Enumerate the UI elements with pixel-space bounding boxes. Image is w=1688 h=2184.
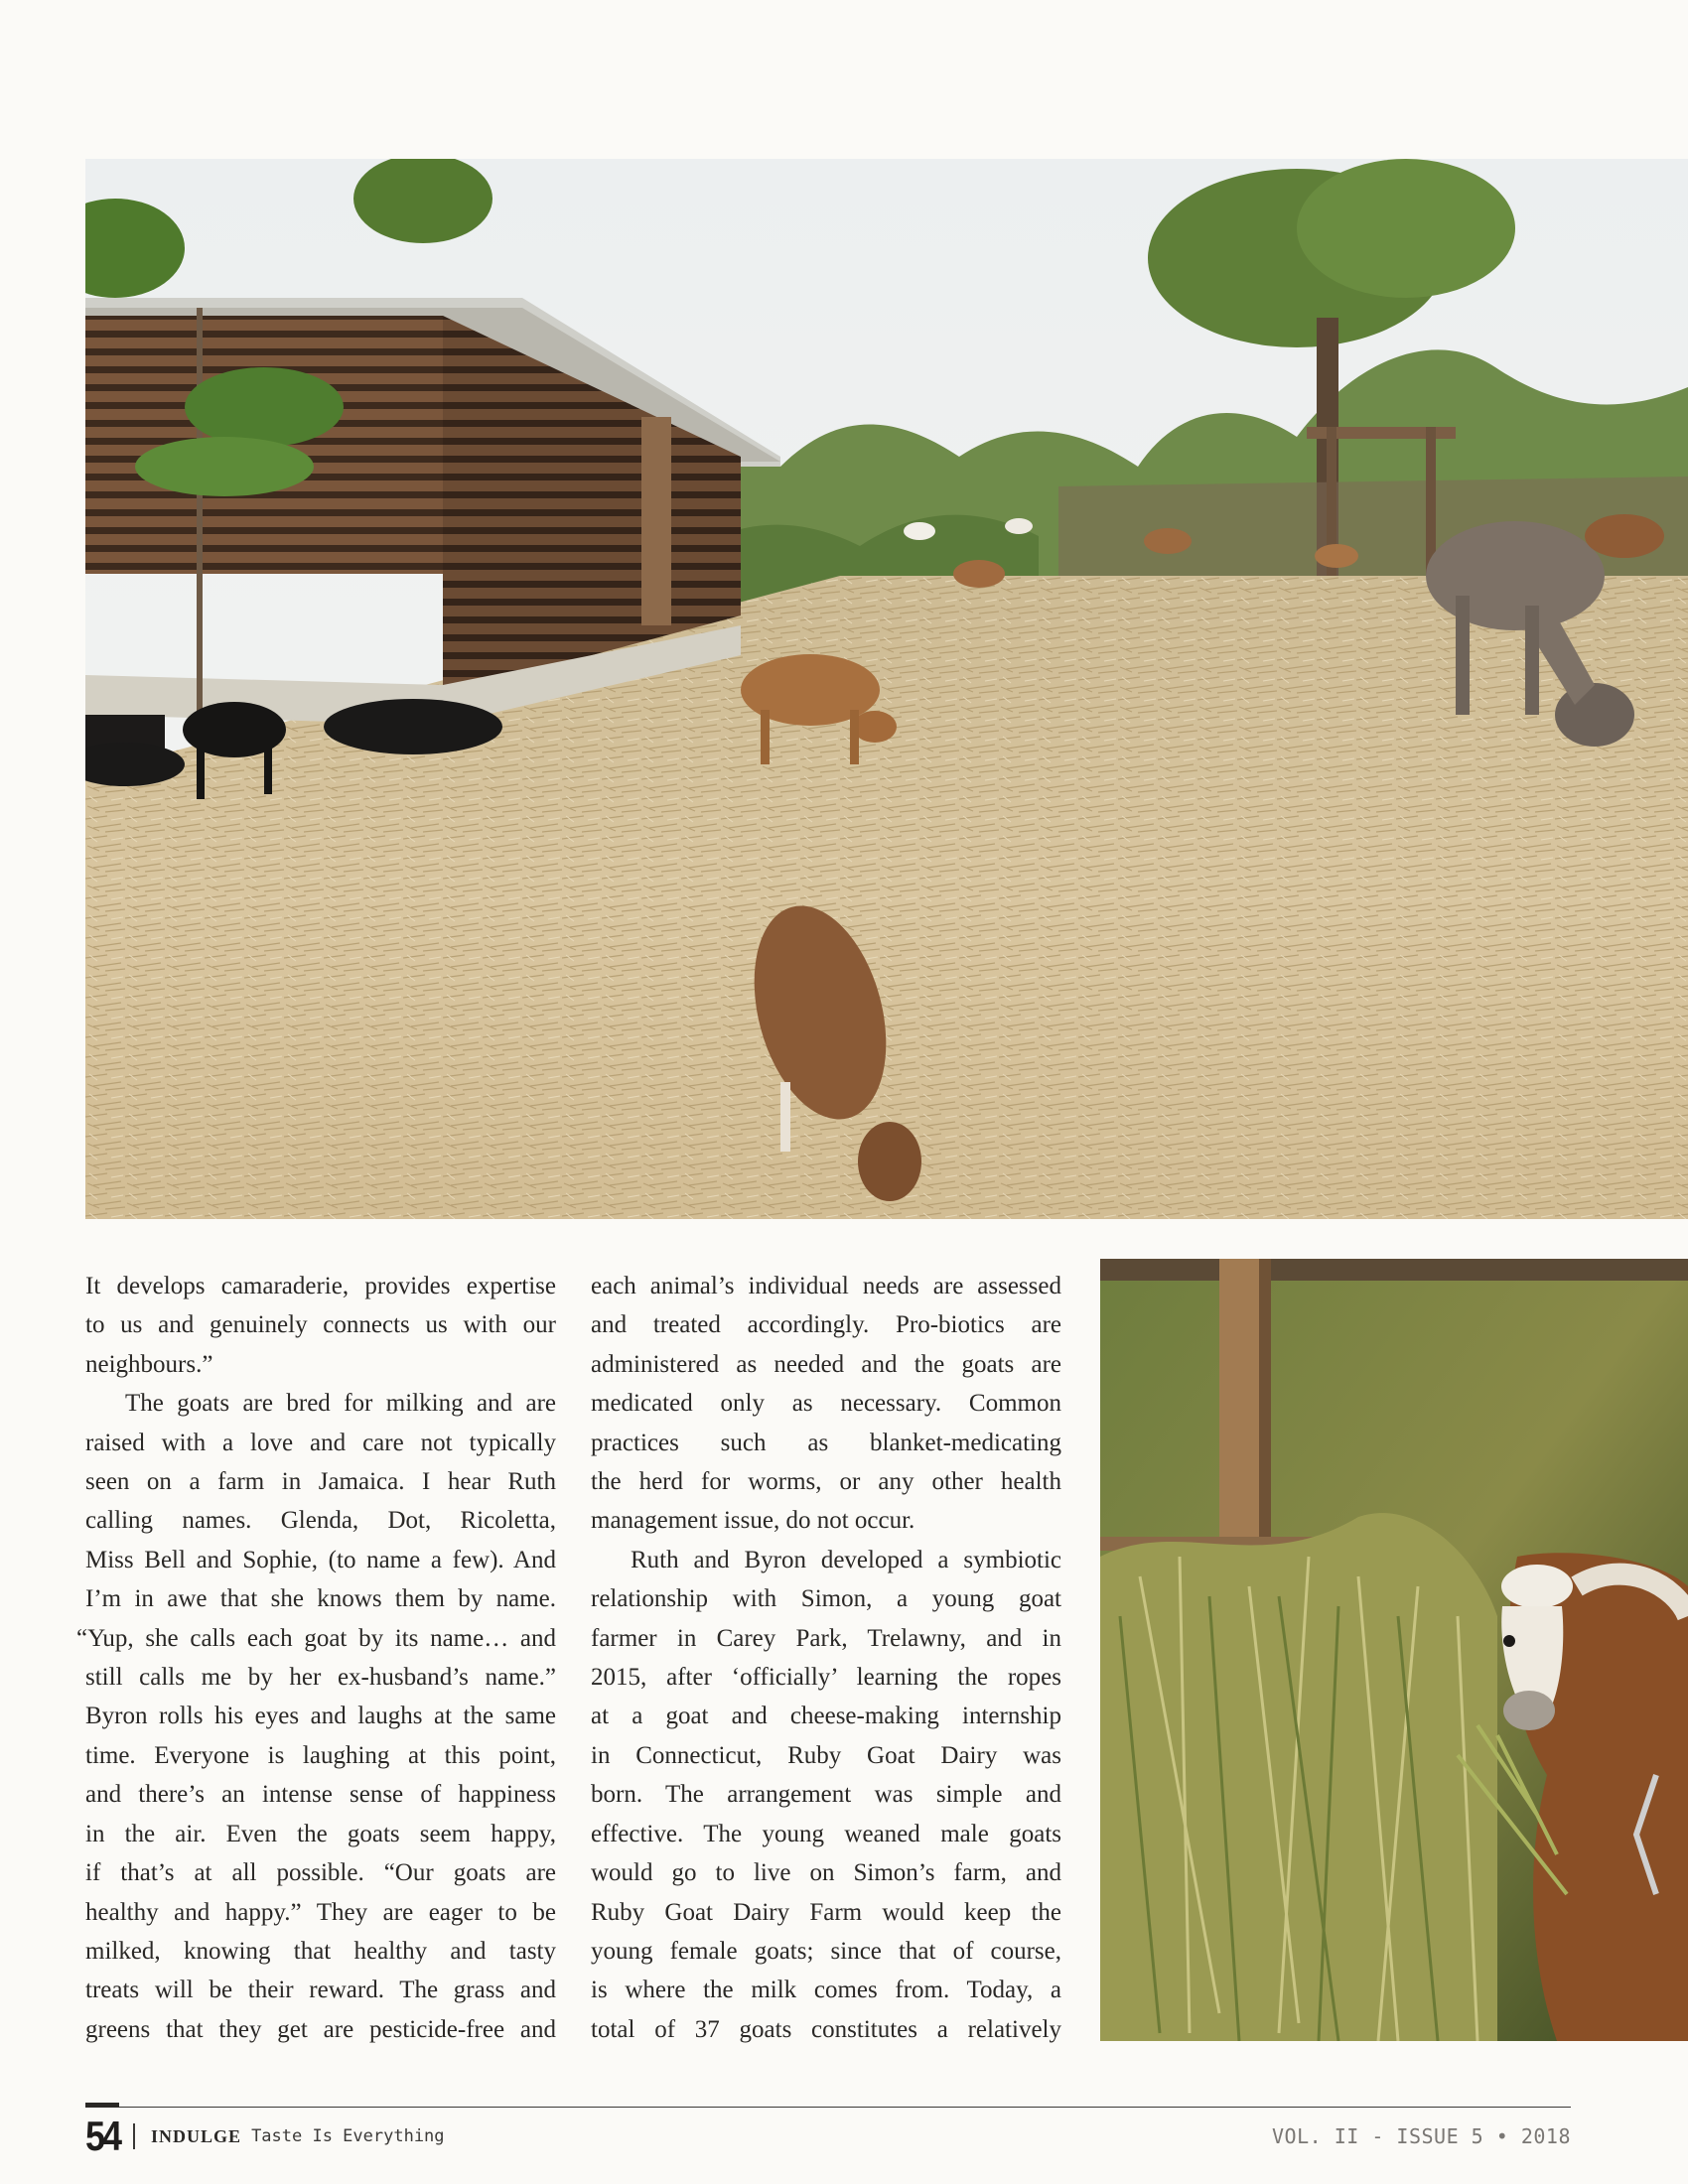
text-line: Miss Bell and Sophie, (to name a few). And [85,1546,556,1573]
text-line: if that’s at all possible. “Our goats are [85,1859,556,1887]
text-line: the herd for worms, or any other health [591,1468,1061,1496]
text-line: calling names. Glenda, Dot, Ricoletta, [85,1507,556,1535]
text-line: 2015, after ‘officially’ learning the ropes [591,1664,1061,1692]
text-line: treats will be their reward. The grass and [85,1977,556,2004]
text-line: born. The arrangement was simple and [591,1781,1061,1809]
text-line: relationship with Simon, a young goat [591,1585,1061,1613]
text-line: It develops camaraderie, provides expertise [85,1273,556,1299]
text-line: “Yup, she calls each goat by its name… and [76,1624,556,1652]
magazine-tagline: Taste Is Everything [251,2126,445,2146]
text-line: seen on a farm in Jamaica. I hear Ruth [85,1468,556,1496]
text-line: administered as needed and the goats are [591,1350,1061,1378]
text-line: greens that they get are pesticide-free and [85,2015,556,2043]
text-line: and there’s an intense sense of happiness [85,1781,556,1809]
text-line: would go to live on Simon’s farm, and [591,1859,1061,1887]
text-line: in Connecticut, Ruby Goat Dairy was [591,1741,1061,1769]
text-line: medicated only as necessary. Common [591,1390,1061,1418]
text-line: healthy and happy.” They are eager to be [85,1898,556,1926]
article-column-left [76,1267,556,2049]
goat-photo-illustration [1100,1259,1688,2041]
text-line: still calls me by her ex-husband’s name.” [85,1664,556,1692]
text-line: management issue, do not occur. [591,1507,915,1535]
text-line: Ruby Goat Dairy Farm would keep the [591,1898,1061,1926]
text-line: I’m in awe that she knows them by name. [85,1585,556,1613]
text-line: neighbours.” [85,1350,213,1378]
magazine-brand: INDULGE [151,2125,242,2146]
footer-rule-mark [85,2103,119,2108]
text-line: raised with a love and care not typically [85,1429,556,1456]
text-line: in the air. Even the goats seem happy, [85,1820,556,1847]
text-line: to us and genuinely connects us with our [85,1311,556,1339]
text-line: and treated accordingly. Pro-biotics are [591,1311,1061,1339]
text-line: is where the milk comes from. Today, a [591,1977,1061,2004]
text-line: time. Everyone is laughing at this point, [85,1741,556,1769]
farm-photo [85,159,1688,1219]
text-line: milked, knowing that healthy and tasty [85,1937,556,1965]
article-column-middle [591,1267,1061,2049]
text-line: young female goats; since that of course, [591,1937,1061,1965]
page-number: 54 [85,2112,120,2159]
text-line: farmer in Carey Park, Trelawny, and in [591,1624,1061,1652]
text-line: The goats are bred for milking and are [125,1390,556,1418]
text-line: practices such as blanket-medicating [591,1429,1061,1456]
text-line: at a goat and cheese-making internship [591,1703,1061,1730]
text-line: each animal’s individual needs are assessed [591,1273,1061,1299]
footer-rule [85,2107,1571,2108]
text-line: Byron rolls his eyes and laughs at the same [85,1703,556,1730]
text-line: total of 37 goats constitutes a relatively [591,2015,1061,2043]
goat-eating-grass-photo [1100,1259,1688,2041]
issue-info: VOL. II - ISSUE 5 • 2018 [1272,2124,1571,2148]
footer-branding [85,2112,445,2159]
footer-divider [133,2123,135,2149]
farm-photo-illustration [85,159,1688,1219]
text-line: Ruth and Byron developed a symbiotic [631,1546,1061,1573]
text-line: effective. The young weaned male goats [591,1820,1061,1847]
